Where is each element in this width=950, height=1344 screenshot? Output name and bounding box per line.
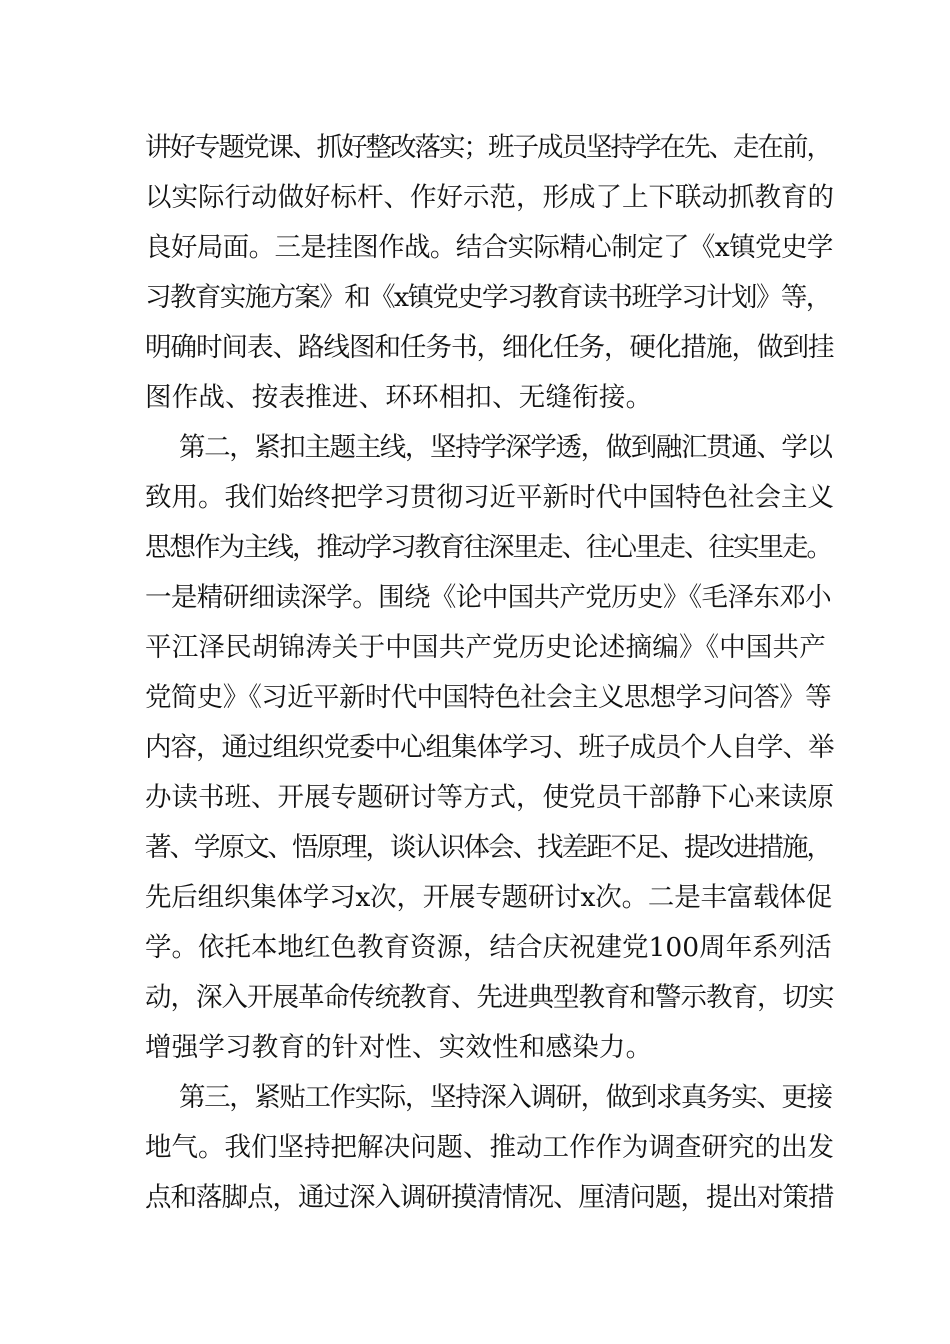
text-line: 增强学习教育的针对性、实效性和感染力。 [145, 1032, 653, 1063]
text-line: 习教育实施方案》和《x镇党史学习教育读书班学习计划》等， [145, 282, 831, 313]
text-line: 思想作为主线，推动学习教育往深里走、往心里走、往实里走。 [145, 532, 831, 563]
text-line: 一是精研细读深学。围绕《论中国共产党历史》《毛泽东邓小 [145, 582, 832, 613]
text-line: 学。依托本地红色教育资源，结合庆祝建党100周年系列活 [145, 932, 832, 963]
text-line: 内容，通过组织党委中心组集体学习、班子成员个人自学、举 [145, 732, 834, 763]
text-line: 讲好专题党课、抓好整改落实；班子成员坚持学在先、走在前， [145, 132, 831, 163]
text-line: 动，深入开展革命传统教育、先进典型教育和警示教育，切实 [145, 982, 834, 1013]
paragraph-first-line: 第二，紧扣主题主线，坚持学深学透，做到融汇贯通、学以 [179, 432, 832, 463]
text-line: 党简史》《习近平新时代中国特色社会主义思想学习问答》等 [145, 682, 832, 713]
text-line: 点和落脚点，通过深入调研摸清情况、厘清问题，提出对策措 [145, 1182, 834, 1213]
text-line: 图作战、按表推进、环环相扣、无缝衔接。 [145, 382, 653, 413]
text-line: 平江泽民胡锦涛关于中国共产党历史论述摘编》《中国共产 [145, 632, 826, 663]
text-line: 著、学原文、悟原理，谈认识体会、找差距不足、提改进措施， [145, 832, 831, 863]
text-line: 明确时间表、路线图和任务书，细化任务，硬化措施，做到挂 [145, 332, 834, 363]
text-line: 办读书班、开展专题研讨等方式，使党员干部静下心来读原 [145, 782, 834, 813]
text-line: 良好局面。三是挂图作战。结合实际精心制定了《x镇党史学 [145, 232, 833, 263]
text-line: 先后组织集体学习x次，开展专题研讨x次。二是丰富载体促 [145, 882, 832, 913]
paragraph-first-line: 第三，紧贴工作实际，坚持深入调研，做到求真务实、更接 [179, 1082, 832, 1113]
text-line: 以实际行动做好标杆、作好示范，形成了上下联动抓教育的 [145, 182, 834, 213]
text-line: 致用。我们始终把学习贯彻习近平新时代中国特色社会主义 [145, 482, 834, 513]
text-line: 地气。我们坚持把解决问题、推动工作作为调查研究的出发 [145, 1132, 834, 1163]
